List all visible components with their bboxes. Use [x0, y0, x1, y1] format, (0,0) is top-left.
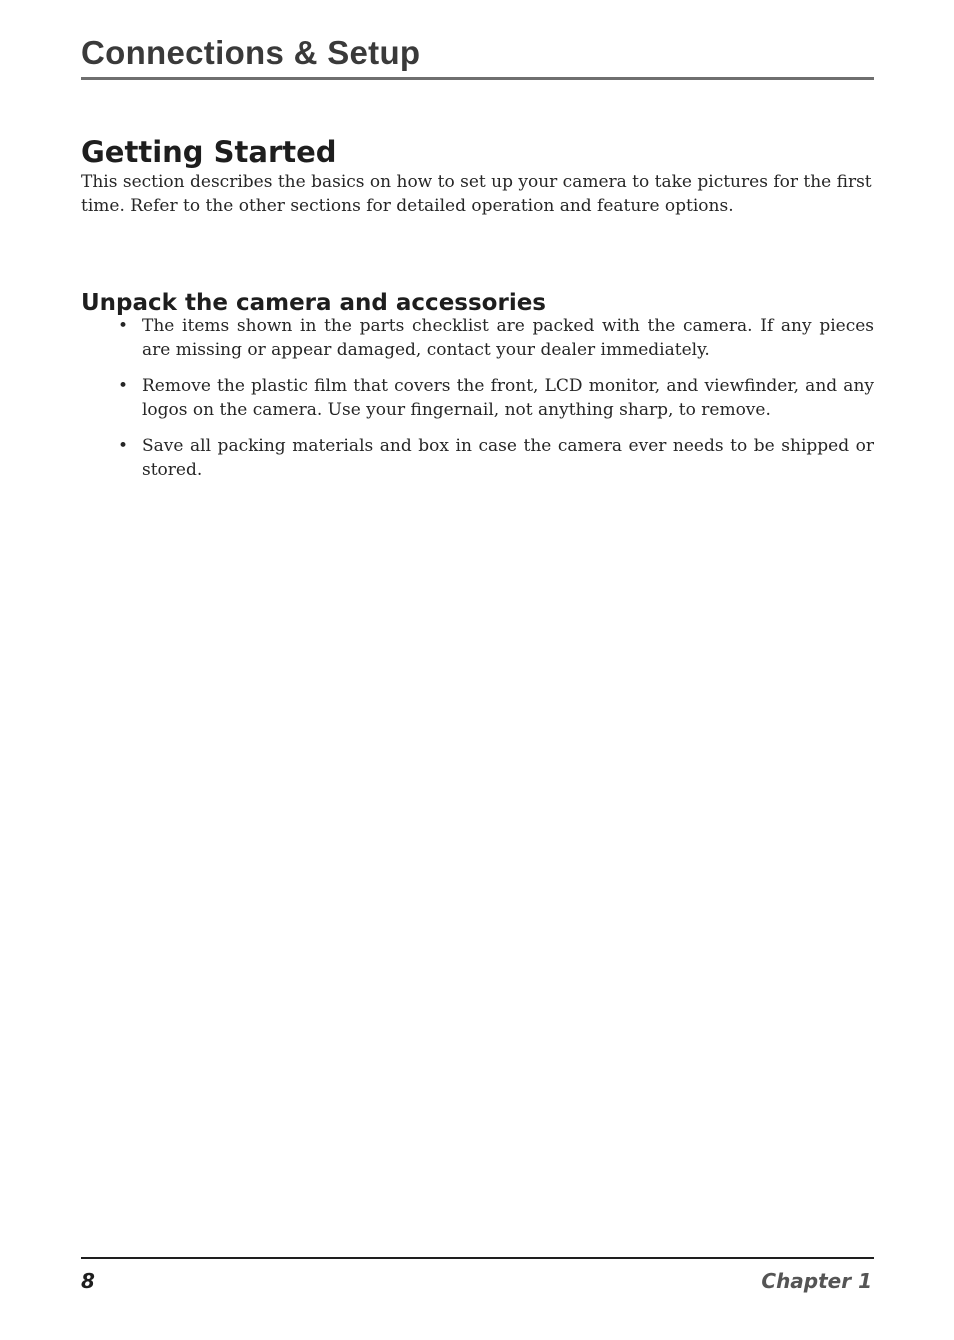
page-number: 8 [81, 1269, 95, 1293]
chapter-label: Chapter 1 [761, 1269, 872, 1293]
header-rule [81, 77, 874, 80]
list-item-text: The items shown in the parts checklist are packed with the camera. If any pieces are missing or appear damaged, contact your dealer immediately. [142, 316, 874, 360]
subsection-title: Unpack the camera and accessories [81, 290, 546, 317]
list-item [81, 314, 874, 362]
intro-paragraph: This section describes the basics on how to set up your camera to take pictures for the first time. Refer to the other sections for detailed operation and feature options. [81, 172, 872, 216]
bullet-list [81, 314, 874, 494]
bullet-icon: • [118, 436, 129, 456]
list-item-text: Remove the plastic film that covers the front, LCD monitor, and viewfinder, and any logos on the camera. Use your fingernail, not anything sharp, to remove. [142, 376, 874, 420]
footer-rule [81, 1257, 874, 1259]
header-title: Connections & Setup [81, 34, 421, 71]
list-item-text: Save all packing materials and box in case the camera ever needs to be shipped or stored. [142, 436, 874, 480]
list-item [81, 434, 874, 482]
bullet-icon: • [118, 376, 129, 396]
bullet-icon: • [118, 316, 129, 336]
section-title: Getting Started [81, 135, 337, 170]
list-item [81, 374, 874, 422]
